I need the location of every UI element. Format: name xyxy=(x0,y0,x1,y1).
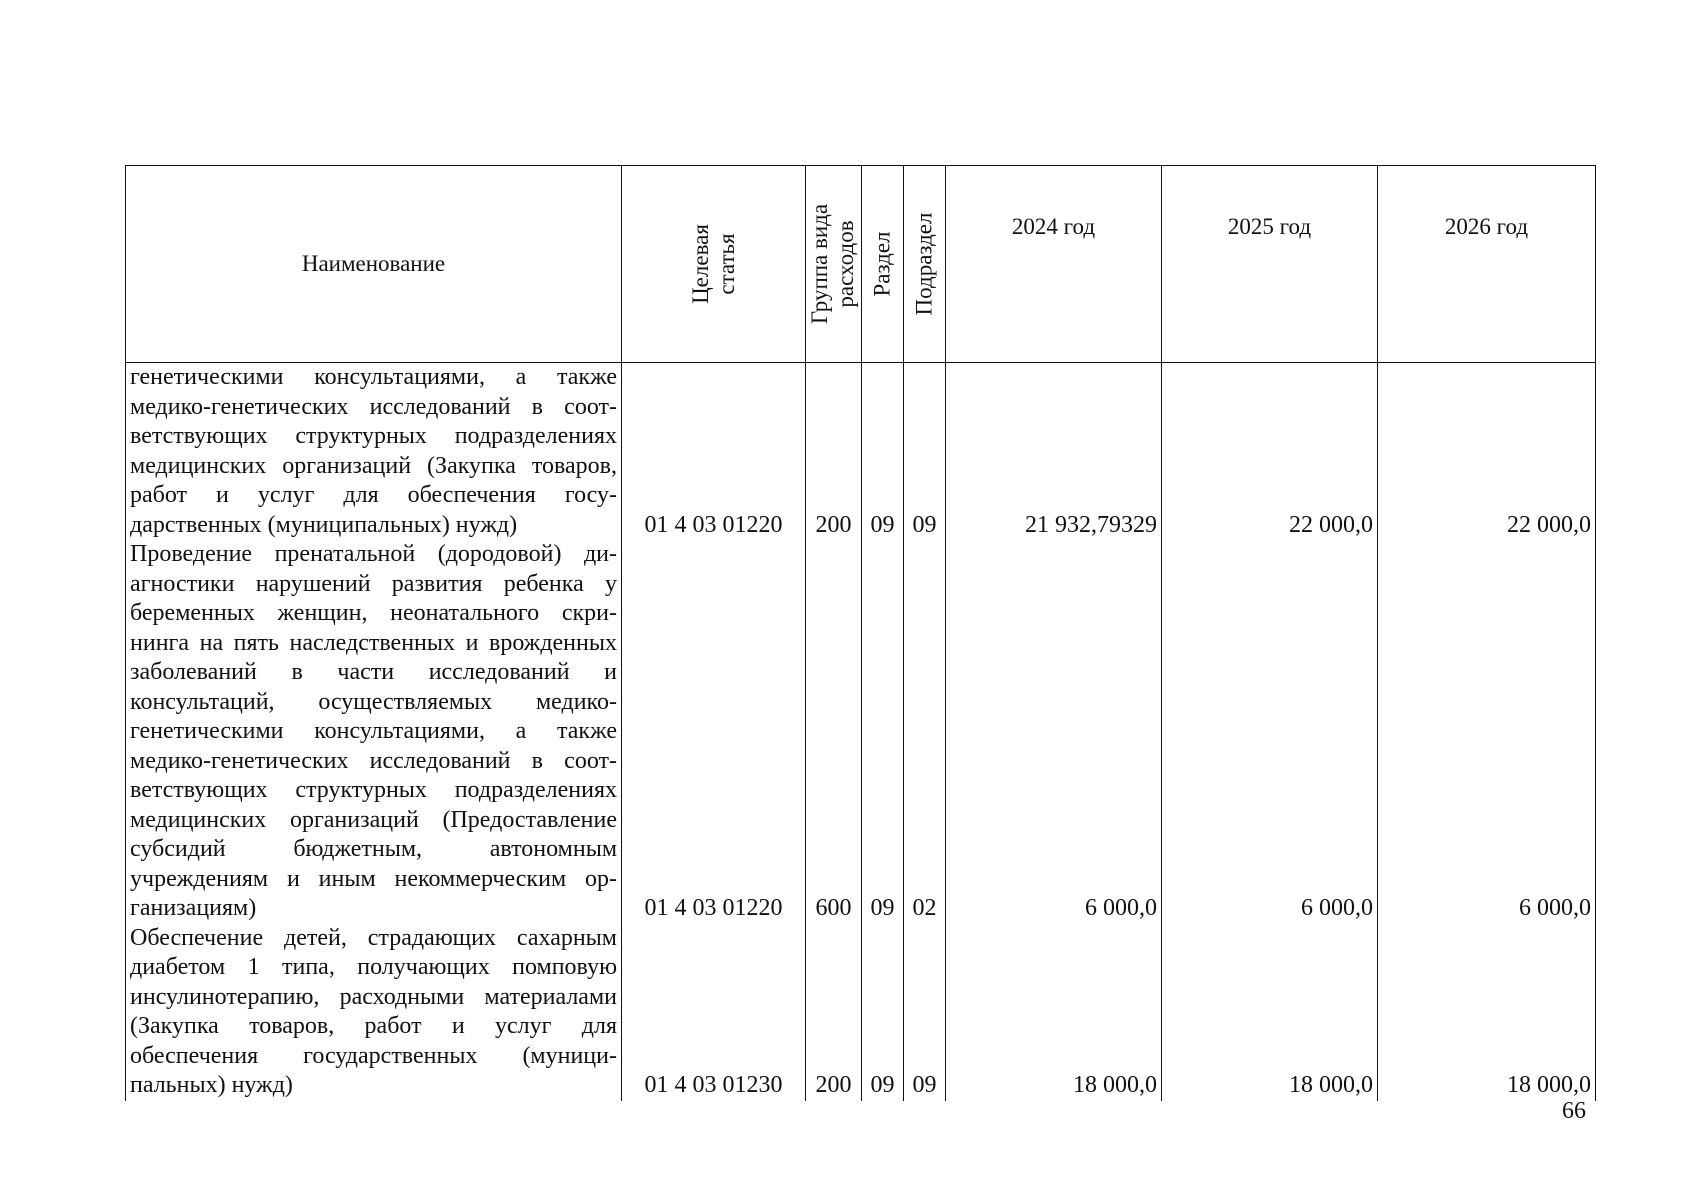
row-name: Обеспечение детей, страдающих сахарным диабетом 1 типа, получающих помповую инсулинотерапию, расходными материалами (Закупка товаров, работ и услуг для обеспечения государственных (муниципальных) нужд) xyxy=(126,924,622,1101)
row-subsection: 09 xyxy=(904,363,946,541)
header-expense-group: Группа вида расходов xyxy=(806,166,862,363)
row-name: генетическими консультациями, а также медико-генетических исследований в соответствующих структурных подразделениях медицинских организаций (Закупка товаров, работ и услуг для обеспечения государственных (муниципальных) нужд) xyxy=(126,363,622,541)
row-2026: 18 000,0 xyxy=(1378,924,1596,1101)
table-row xyxy=(126,363,1596,541)
row-name: Проведение пренатальной (дородовой) диагностики нарушений развития ребенка у беременных женщин, неонатального скрининга на пять наследственных и врожденных заболеваний в части исследований и консультаций, осуществляемых медико-генетическими консультациями, а также медико-генетических исследований в соответствующих структурных подразделениях медицинских организаций (Предоставление субсидий бюджетным, автономным учреждениям и иным некоммерческим организациям) xyxy=(126,540,622,924)
row-2026: 22 000,0 xyxy=(1378,363,1596,541)
page-number: 66 xyxy=(1562,1098,1586,1124)
budget-table xyxy=(125,165,1596,1101)
header-row xyxy=(126,166,1596,363)
row-section: 09 xyxy=(862,540,904,924)
row-target-article: 01 4 03 01230 xyxy=(622,924,806,1101)
row-2025: 6 000,0 xyxy=(1162,540,1378,924)
header-name: Наименование xyxy=(126,166,622,363)
row-2024: 6 000,0 xyxy=(946,540,1162,924)
header-section: Раздел xyxy=(862,166,904,363)
row-section: 09 xyxy=(862,363,904,541)
header-target-article: Целевая статья xyxy=(622,166,806,363)
header-2025: 2025 год xyxy=(1162,166,1378,363)
row-subsection: 02 xyxy=(904,540,946,924)
header-2026: 2026 год xyxy=(1378,166,1596,363)
row-section: 09 xyxy=(862,924,904,1101)
row-2024: 18 000,0 xyxy=(946,924,1162,1101)
row-expense-group: 600 xyxy=(806,540,862,924)
row-target-article: 01 4 03 01220 xyxy=(622,363,806,541)
row-2026: 6 000,0 xyxy=(1378,540,1596,924)
table-row xyxy=(126,540,1596,924)
row-2025: 18 000,0 xyxy=(1162,924,1378,1101)
header-2024: 2024 год xyxy=(946,166,1162,363)
table-row xyxy=(126,924,1596,1101)
row-subsection: 09 xyxy=(904,924,946,1101)
row-expense-group: 200 xyxy=(806,363,862,541)
row-expense-group: 200 xyxy=(806,924,862,1101)
header-subsection: Подраздел xyxy=(904,166,946,363)
row-2025: 22 000,0 xyxy=(1162,363,1378,541)
row-target-article: 01 4 03 01220 xyxy=(622,540,806,924)
row-2024: 21 932,79329 xyxy=(946,363,1162,541)
